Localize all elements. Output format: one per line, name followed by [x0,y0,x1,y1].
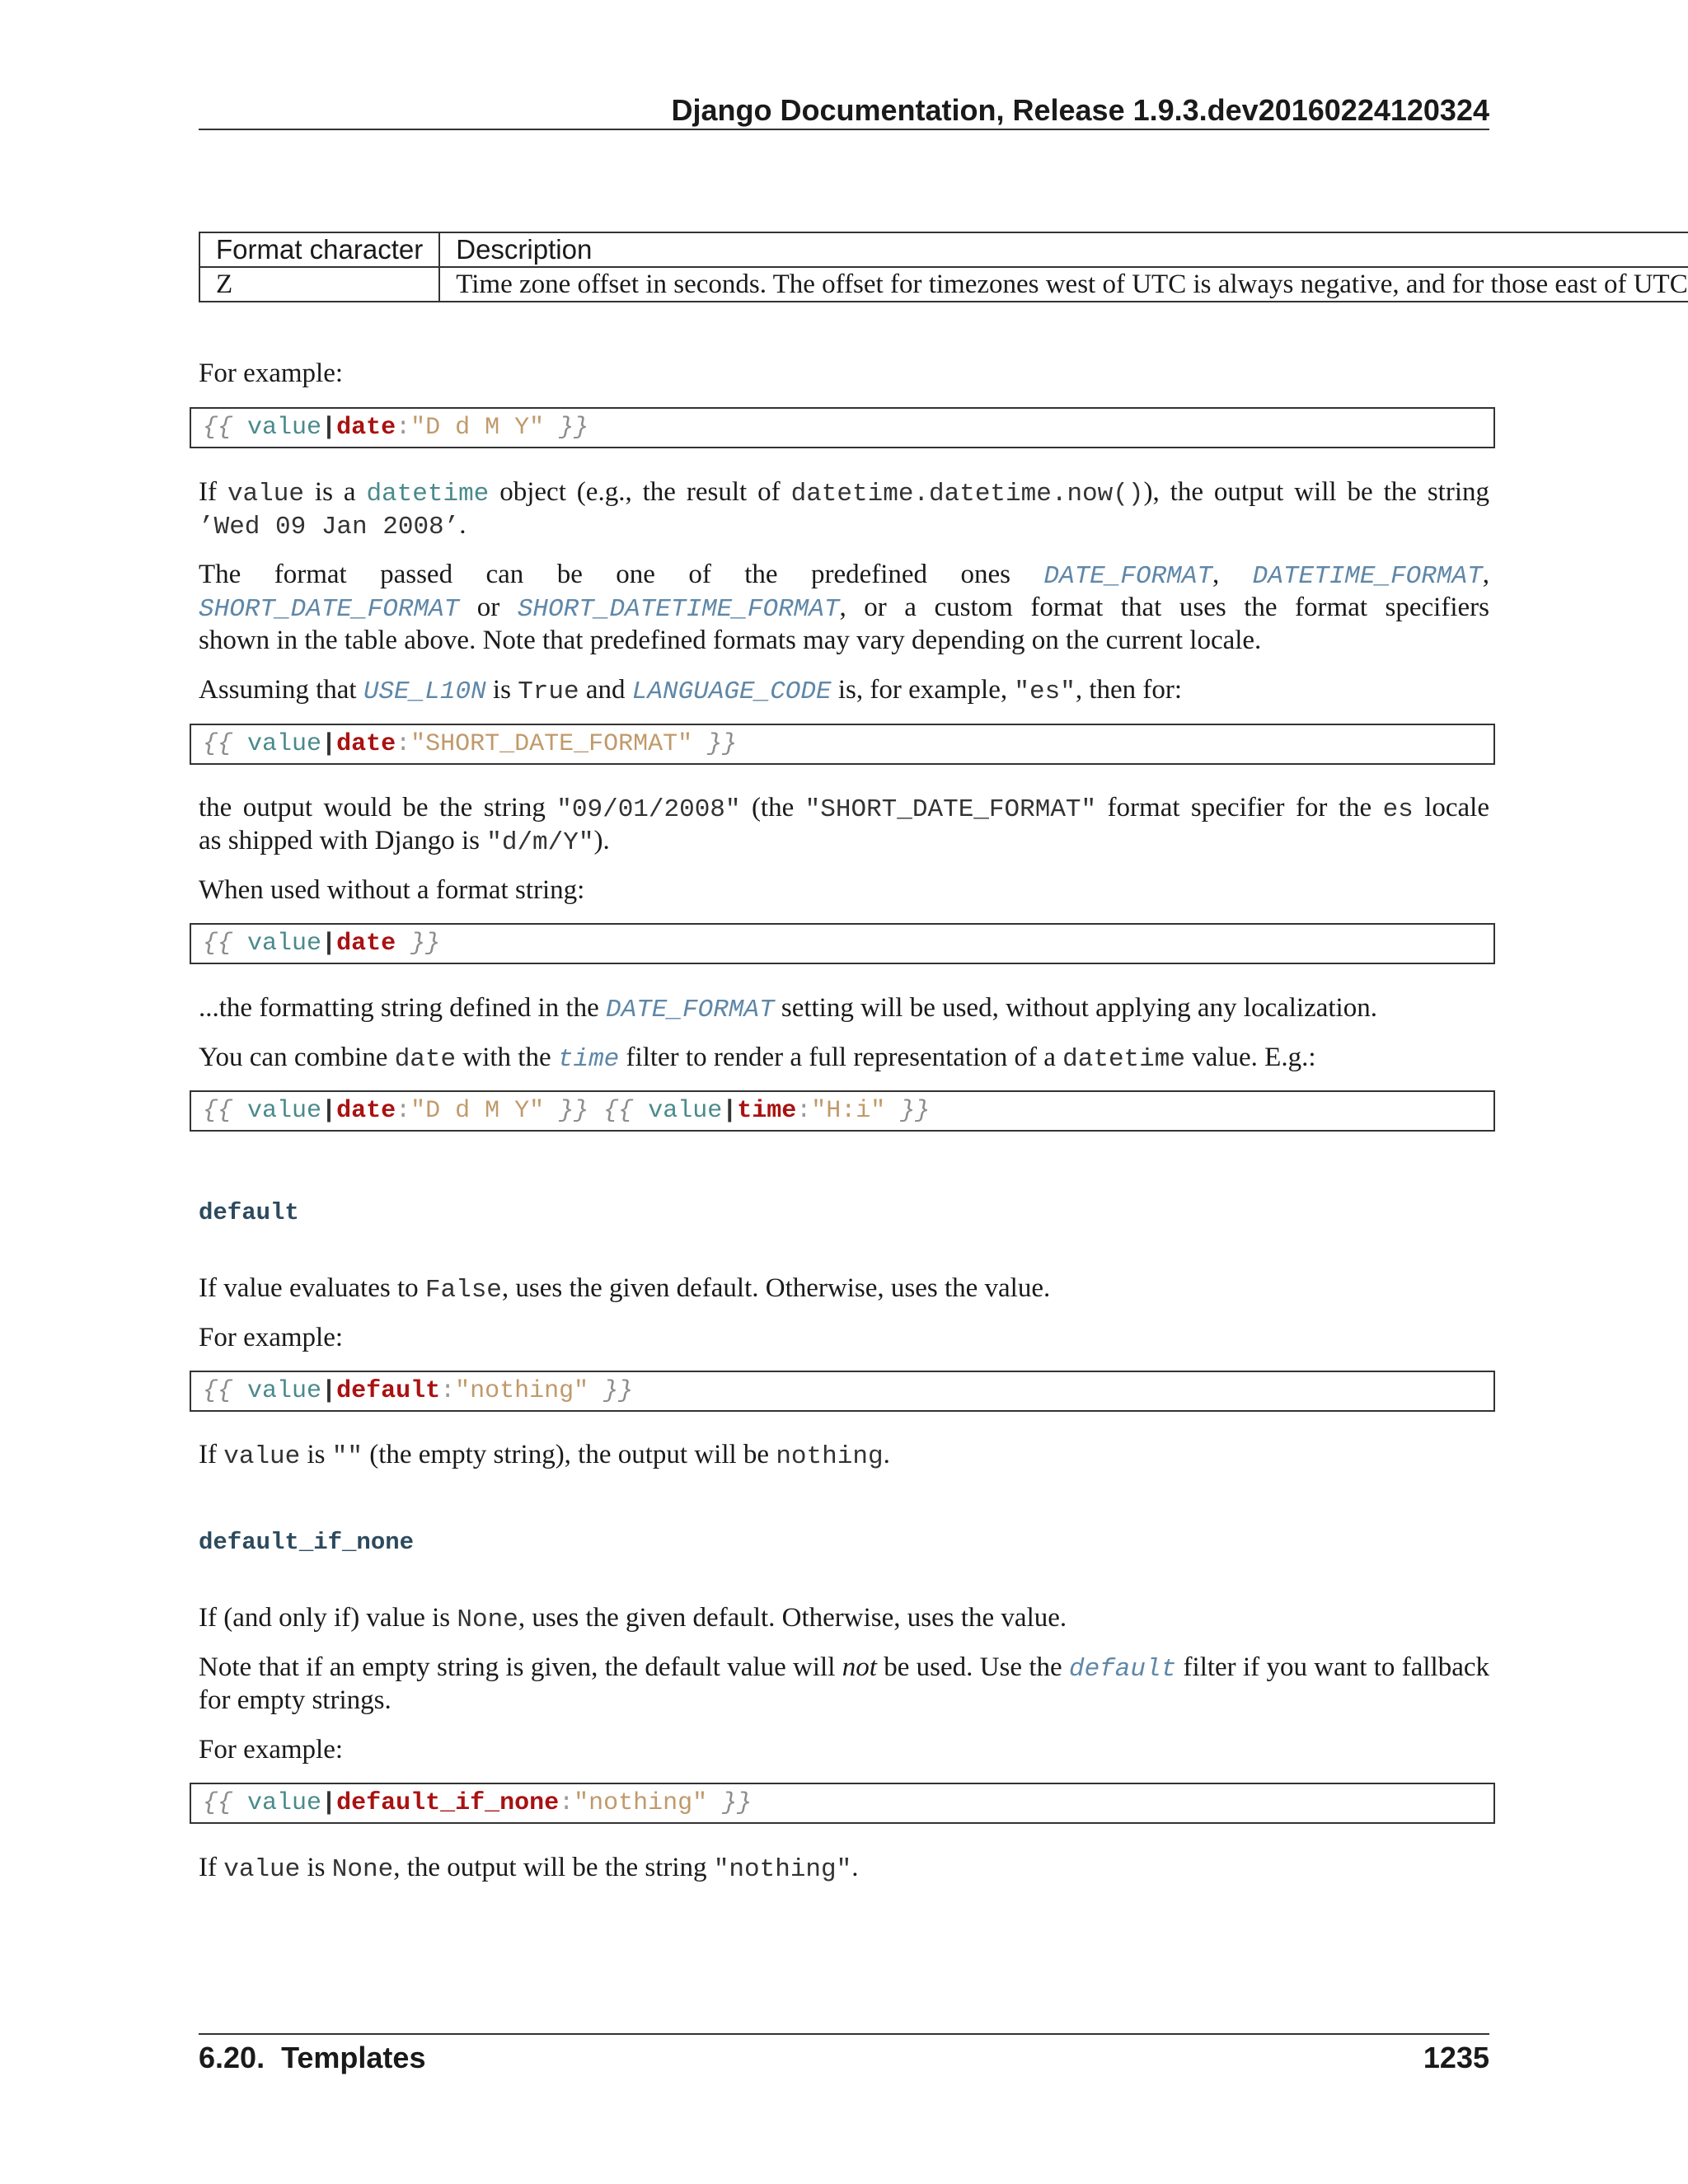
text: format specifier for the [1096,793,1383,823]
text: object (e.g., the result of [489,477,791,507]
text: as shipped with Django is [199,826,487,855]
paragraph-if-none-note-line2: for empty strings. [199,1685,392,1715]
paragraph-defined [199,991,1489,1027]
text: If value evaluates to [199,1273,425,1303]
table-header-description: Description [439,232,1688,267]
code-brace: {{ [203,414,233,442]
text: If [199,477,227,507]
paragraph-format-line2 [199,591,1489,626]
text: You can combine [199,1043,395,1072]
inline-code: None [457,1605,518,1634]
text: If [199,1853,224,1882]
text: , then for: [1075,675,1183,705]
text: filter if you want to fallback [1176,1652,1489,1682]
text: locale [1413,793,1489,823]
text: . [883,1440,890,1469]
table-header-row [199,232,1688,267]
paragraph-format-line3: shown in the table above. Note that predefined formats may vary depending on the current locale. [199,626,1262,655]
code-filter: default_if_none [336,1789,560,1817]
section-heading-default: default [199,1199,299,1226]
inline-code: value [223,1442,301,1471]
code-arg: "D d M Y" [410,1097,545,1125]
table-cell-desc: Time zone offset in seconds. The offset for timezones west of UTC is always negative, and for those east of UTC [439,267,1688,302]
link-short-datetime-format[interactable]: SHORT_DATETIME_FORMAT [517,595,840,624]
for-example-text: For example: [199,359,344,388]
text: and [579,675,632,705]
link-date-format[interactable]: DATE_FORMAT [605,996,775,1024]
code-brace: {{ [203,730,233,758]
word: can [485,560,524,589]
code-block-date [190,407,1495,448]
code-block-date-plain [190,923,1495,964]
text: If (and only if) value is [199,1603,457,1633]
code-block-default-if-none [190,1783,1495,1824]
footer-section-title: 6.20. Templates [199,2041,426,2074]
text: Note that if an empty string is given, the default value will [199,1652,842,1682]
paragraph-without-format: When used without a format string: [199,875,585,905]
section-heading-default-if-none: default_if_none [199,1529,415,1556]
code-arg: "nothing" [455,1377,589,1405]
text: is [485,675,518,705]
word: of [688,560,711,589]
inline-code: "09/01/2008" [556,795,741,824]
header-rule [199,129,1489,130]
code-brace: }} [410,930,441,958]
code-block-date-time [190,1090,1495,1132]
code-filter: date [336,930,396,958]
code-var: value [247,414,322,442]
code-filter: default [336,1377,441,1405]
inline-code: "nothing" [713,1855,852,1884]
code-pipe: | [321,1097,337,1125]
code-brace: }} [722,1789,753,1817]
code-brace: }} [603,1377,634,1405]
text: . [851,1853,859,1882]
text: . [459,510,467,540]
for-example-text: For example: [199,1323,344,1352]
code-pipe: | [321,930,337,958]
code-brace: {{ [203,1097,233,1125]
code-block-default [190,1371,1495,1412]
text: , [1482,560,1489,589]
code-var: value [247,1097,322,1125]
code-var: value [247,730,322,758]
word: The [199,560,241,589]
link-language-code[interactable]: LANGUAGE_CODE [631,677,832,706]
code-var: value [247,1789,322,1817]
paragraph-combine [199,1041,1489,1076]
inline-code: es [1382,795,1414,824]
inline-code: None [331,1855,394,1884]
inline-code: value [223,1855,301,1884]
paragraph-format-line1 [199,558,1489,593]
text: is a [303,477,367,507]
link-use-l10n[interactable]: USE_L10N [363,677,486,706]
text: (the empty string), the output will be [362,1440,776,1469]
link-short-date-format[interactable]: SHORT_DATE_FORMAT [199,595,460,624]
text: , [1212,560,1220,589]
paragraph-datetime-line2 [199,509,1489,544]
inline-code: True [518,677,579,706]
text: setting will be used, without applying any localization. [774,993,1377,1023]
inline-code: ’Wed 09 Jan 2008’ [199,513,460,541]
text: value. E.g.: [1184,1043,1316,1072]
inline-code: "SHORT_DATE_FORMAT" [804,795,1097,824]
text: , uses the given default. Otherwise, uses the value. [518,1603,1067,1633]
code-filter: time [737,1097,797,1125]
text: filter to render a full representation of a [619,1043,1063,1072]
inline-code: datetime [1062,1045,1185,1074]
word: be [556,560,583,589]
inline-code: value [227,480,304,509]
paragraph-output-line2 [199,824,1489,860]
code-colon: : [796,1097,812,1125]
inline-code: "es" [1014,677,1076,706]
inline-code: datetime.datetime.now() [790,480,1144,509]
link-datetime-format[interactable]: DATETIME_FORMAT [1252,562,1483,591]
inline-code: "" [331,1442,363,1471]
code-brace: {{ [203,1789,233,1817]
code-brace: }} [707,730,738,758]
paragraph-if-none-output [199,1851,1489,1886]
paragraph-if-none-only [199,1601,1489,1637]
code-arg: "D d M Y" [410,414,545,442]
paragraph-if-none-note [199,1651,1489,1686]
code-brace: }} [559,1097,589,1125]
code-brace: {{ [203,930,233,958]
code-colon: : [396,730,411,758]
code-pipe: | [321,730,337,758]
code-block-short-date [190,724,1495,765]
code-filter: date [336,414,396,442]
text: , uses the given default. Otherwise, uses the value. [501,1273,1051,1303]
code-arg: "nothing" [574,1789,708,1817]
text: is [300,1853,332,1882]
for-example-text: For example: [199,1735,344,1765]
code-brace: {{ [203,1377,233,1405]
code-colon: : [396,414,411,442]
inline-code: False [424,1276,502,1305]
table-cell-char: Z [199,267,439,302]
paragraph-assuming [199,673,1489,709]
code-colon: : [440,1377,456,1405]
code-var: value [247,1377,322,1405]
text: or [459,593,518,622]
text: Assuming that [199,675,363,705]
text: the output would be the string [199,793,557,823]
code-pipe: | [321,1789,337,1817]
inline-code-datetime: datetime [366,480,490,509]
link-default-filter[interactable]: default [1068,1655,1177,1684]
code-filter: date [336,1097,396,1125]
code-var: value [247,930,322,958]
code-brace: {{ [603,1097,634,1125]
code-colon: : [559,1789,574,1817]
code-colon: : [396,1097,411,1125]
code-brace: }} [559,414,589,442]
code-arg: "SHORT_DATE_FORMAT" [410,730,693,758]
text: is, for example, [831,675,1015,705]
code-var: value [648,1097,723,1125]
code-pipe: | [722,1097,738,1125]
word: one [616,560,655,589]
text: , the output will be the string [393,1853,714,1882]
text: is [300,1440,332,1469]
footer-page-number: 1235 [1423,2041,1489,2074]
word: format [274,560,347,589]
link-time-filter[interactable]: time [557,1045,620,1074]
inline-code: date [394,1045,457,1074]
text: be used. Use the [876,1652,1069,1682]
text: with the [456,1043,558,1072]
text: If [199,1440,224,1469]
inline-code: "d/m/Y" [486,828,594,857]
code-pipe: | [321,414,337,442]
table-header-format-character: Format character [199,232,439,267]
code-pipe: | [321,1377,337,1405]
format-table [199,232,1688,302]
code-filter: date [336,730,396,758]
text: (the [740,793,805,823]
link-date-format[interactable]: DATE_FORMAT [1043,562,1212,591]
code-brace: }} [900,1097,931,1125]
text: , or a custom format that uses the format specifiers [839,593,1489,622]
inline-code: nothing [776,1442,884,1471]
code-arg: "H:i" [811,1097,886,1125]
paragraph-datetime [199,476,1489,511]
word: the [744,560,778,589]
word: passed [380,560,453,589]
paragraph-output [199,791,1489,827]
paragraph-default-empty [199,1438,1489,1474]
text: ...the formatting string defined in the [199,993,606,1023]
page-header-title: Django Documentation, Release 1.9.3.dev20160224120324 [671,93,1489,127]
word: predefined [810,560,928,589]
word: ones [960,560,1010,589]
paragraph-default-eval [199,1272,1489,1307]
footer-rule [199,2033,1489,2035]
text: ). [593,826,610,855]
emphasis-not: not [842,1652,877,1682]
table-row [199,267,1688,302]
text: ), the output will be the string [1143,477,1489,507]
